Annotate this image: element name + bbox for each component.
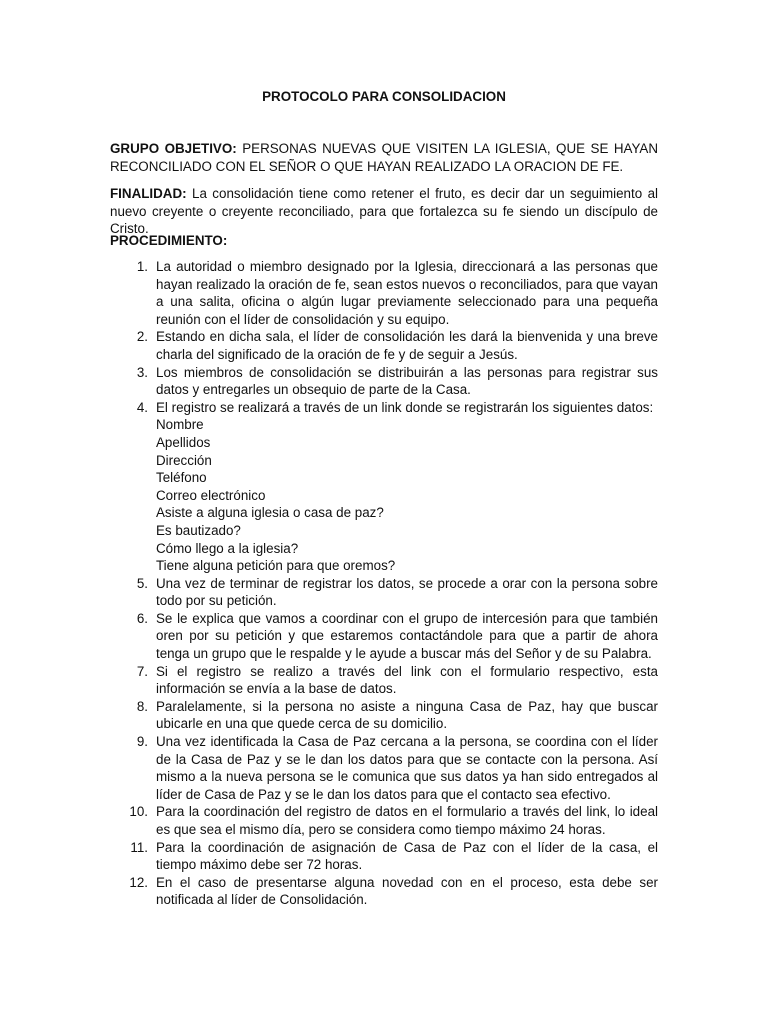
registration-field: Tiene alguna petición para que oremos?: [156, 558, 396, 574]
procedure-steps-list: [110, 258, 658, 909]
finalidad-label: FINALIDAD:: [110, 186, 187, 201]
step-text: Una vez identificada la Casa de Paz cercana a la persona, se coordina con el líder de la Casa de Paz y se le dan los datos para que se contacte con la persona. Así mismo a la nueva persona se le comunica que sus datos ya han sido entregados al líder de Casa de Paz y se le dan los datos para que el contacto sea efectivo.: [156, 734, 658, 802]
step-number: 10.: [129, 804, 148, 820]
step-text: Los miembros de consolidación se distribuirán a las personas para registrar sus datos y entregarles un obsequio de parte de la Casa.: [156, 364, 658, 398]
procedure-step: [110, 803, 658, 838]
registration-field: Correo electrónico: [156, 487, 266, 503]
registration-field: Apellidos: [156, 434, 211, 450]
step-text: Se le explica que vamos a coordinar con el grupo de intercesión para que también oren por su petición y que estaremos contactándole para que a partir de ahora tenga un grupo que le respalde y le ayude a buscar más del Señor y de su Palabra.: [156, 610, 658, 662]
registration-field: Teléfono: [156, 470, 207, 486]
procedure-step: [110, 733, 658, 803]
step-text: Una vez de terminar de registrar los datos, se procede a orar con la persona sobre todo por su petición.: [156, 575, 658, 609]
procedure-step: [110, 698, 658, 733]
step-number: 8.: [136, 698, 148, 714]
procedure-step: [110, 874, 658, 909]
step-text: Para la coordinación del registro de datos en el formulario a través del link, lo ideal es que sea el mismo día, pero se considera como tiempo máximo 24 horas.: [156, 804, 658, 837]
step-text: Si el registro se realizo a través del link con el formulario respectivo, esta información se envía a la base de datos.: [156, 663, 658, 697]
procedure-step: [110, 610, 658, 663]
procedimiento-heading: PROCEDIMIENTO:: [110, 233, 228, 248]
document-title: PROTOCOLO PARA CONSOLIDACION: [262, 89, 506, 104]
step-number: 12.: [129, 874, 148, 890]
step-text: El registro se realizará a través de un link donde se registrarán los siguientes datos:: [156, 399, 654, 415]
procedure-step: [110, 258, 658, 328]
grupo-objetivo-paragraph: [110, 140, 658, 175]
step-number: 2.: [136, 329, 148, 345]
registration-fields-list: [156, 416, 658, 574]
registration-field: Nombre: [156, 417, 204, 433]
finalidad-paragraph: [110, 185, 658, 238]
step-number: 7.: [136, 663, 148, 679]
registration-field: Es bautizado?: [156, 522, 241, 538]
procedure-step: [110, 328, 658, 363]
step-text: Para la coordinación de asignación de Casa de Paz con el líder de la casa, el tiempo máximo debe ser 72 horas.: [156, 839, 658, 873]
procedure-step: [110, 663, 658, 698]
step-text: La autoridad o miembro designado por la Iglesia, direccionará a las personas que hayan realizado la oración de fe, sean estos nuevos o reconciliados, para que vayan a una salita, oficina o algún lugar previamente seleccionado para una pequeña reunión con el líder de consolidación y su equipo.: [156, 259, 658, 327]
step-text: Paralelamente, si la persona no asiste a ninguna Casa de Paz, hay que buscar ubicarle en una que quede cerca de su domicilio.: [156, 698, 658, 732]
step-number: 11.: [130, 839, 148, 855]
step-number: 1.: [136, 259, 148, 274]
step-number: 6.: [136, 610, 148, 626]
procedure-step: [110, 399, 658, 575]
step-text: Estando en dicha sala, el líder de consolidación les dará la bienvenida y una breve charla del significado de la oración de fe y de seguir a Jesús.: [156, 329, 658, 362]
procedure-step: [110, 364, 658, 399]
grupo-objetivo-label: GRUPO OBJETIVO:: [110, 141, 237, 156]
step-text: En el caso de presentarse alguna novedad con en el proceso, esta debe ser notificada al líder de Consolidación.: [156, 874, 658, 908]
step-number: 4.: [136, 399, 148, 415]
registration-field: Cómo llego a la iglesia?: [156, 540, 299, 556]
step-number: 3.: [136, 364, 148, 380]
finalidad-text: La consolidación tiene como retener el fruto, es decir dar un seguimiento al nuevo creyente o creyente reconciliado, para que fortalezca su fe siendo un discípulo de Cristo.: [110, 186, 658, 237]
step-number: 9.: [136, 734, 148, 750]
procedure-step: [110, 575, 658, 610]
registration-field: Asiste a alguna iglesia o casa de paz?: [156, 505, 384, 521]
registration-field: Dirección: [156, 452, 212, 468]
procedure-step: [110, 839, 658, 874]
grupo-objetivo-text: PERSONAS NUEVAS QUE VISITEN LA IGLESIA, QUE SE HAYAN RECONCILIADO CON EL SEÑOR O QUE HAYAN REALIZADO LA ORACION DE FE.: [110, 141, 658, 174]
step-number: 5.: [136, 575, 148, 591]
